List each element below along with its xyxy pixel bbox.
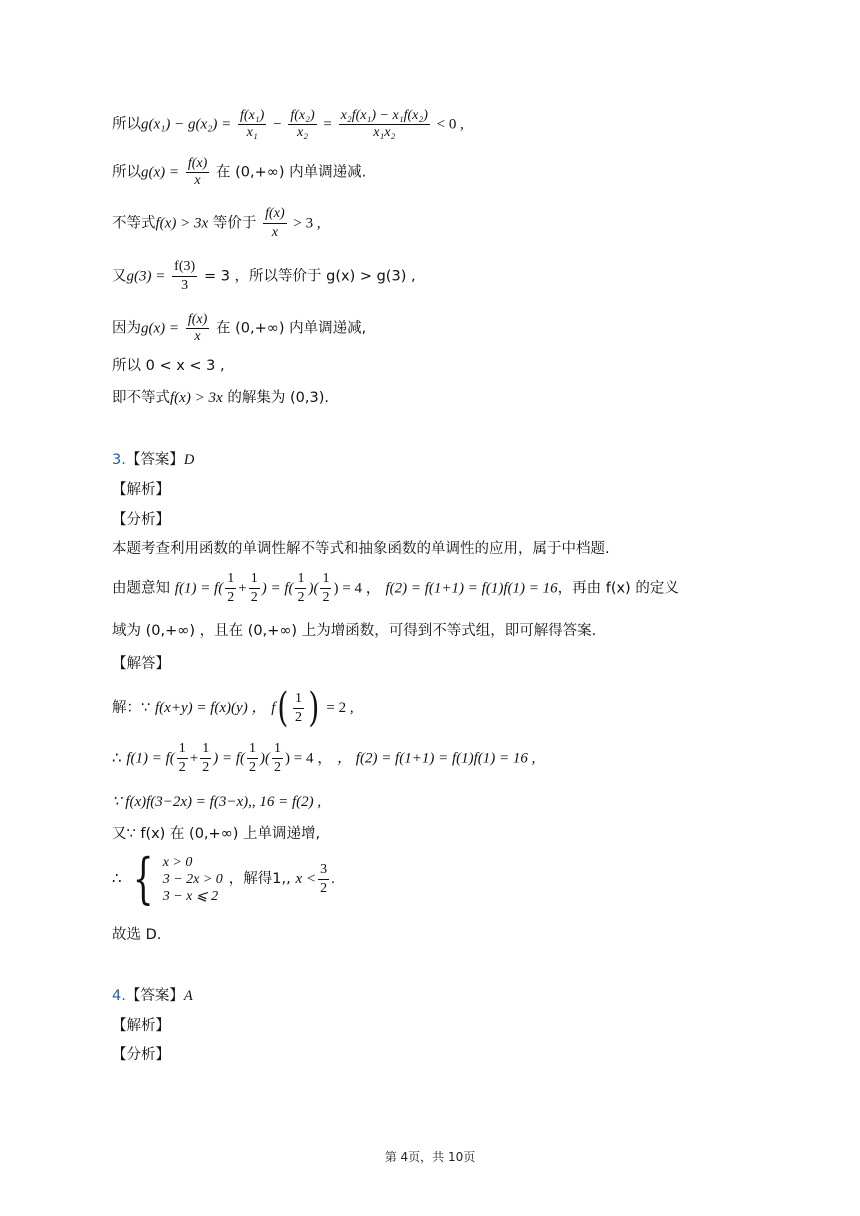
q3-solution-line4: 又∵ f(x) 在 (0,+∞) 上单调递增,: [112, 826, 321, 842]
q3-final-choice: 故选 D.: [112, 927, 162, 943]
q4-jiexi-label: 【解析】: [112, 1018, 170, 1034]
line-inequality-equivalent: 不等式f(x) > 3x 等价于 $\frac{f(x)}{x}$ > 3 ,: [112, 206, 321, 240]
fraction: $\frac{\text{f(x₁)}}{\text{x₁}}$: [240, 108, 265, 140]
q3-solution-line1: 解：∵ f(x+y) = f(x)(y) ， f( $\frac{1}{2}$ ) = 2 ,: [112, 685, 354, 731]
q3-intro: 本题考查利用函数的单调性解不等式和抽象函数的单调性的应用，属于中档题.: [112, 541, 610, 557]
fraction: $\frac{1}{2}$: [202, 741, 210, 775]
fraction: $\frac{1}{2}$: [250, 571, 258, 605]
q4-answer-heading: 4.【答案】A: [112, 988, 193, 1004]
q3-analysis-line2: 域为 (0,+∞) ，且在 (0,+∞) 上为增函数，可得到不等式组，即可解得答案.: [112, 623, 597, 639]
inequality-system: x > 0 3 − 2x > 0 3 − x ⩽ 2: [162, 854, 223, 904]
fraction: $\frac{1}{2}$: [322, 571, 330, 605]
fraction: $\frac{1}{2}$: [274, 741, 282, 775]
right-paren: ): [308, 685, 320, 731]
q3-analysis-line1: 由题意知 f(1) = f( $\frac{1}{2}$ + $\frac{1}{2}$ ) = f( $\frac{1}{2}$ )( $\frac{1}{2}$ ) = 4 ， f(2) = f(1+1) = f(1)f(1) = 16，再由 f(x) 的定义: [112, 571, 679, 605]
fraction: $\frac{f(3)}{3}$: [174, 259, 196, 293]
fraction: $\frac{f(x)}{x}$: [265, 206, 285, 240]
fraction: $\frac{f(x)}{x}$: [187, 156, 208, 188]
page-footer: 第 4页，共 10页: [384, 1150, 476, 1164]
line-solution-set: 即不等式f(x) > 3x 的解集为 (0,3).: [112, 390, 329, 406]
line-g-difference: 所以g(x₁) − g(x₂) = $\frac{\text{f(x₁)}}{\text{x₁}}$ − $\frac{\text{f(x₂)}}{\text{x₂}}$ = $\frac{\text{x₂f(x₁) − x₁f(x₂)}}{\text{x₁x₂}}$ < 0 ,: [112, 108, 464, 140]
fraction: $\frac{\text{x₂f(x₁) − x₁f(x₂)}}{\text{x₁x₂}}$: [340, 108, 428, 140]
q3-solution-line3: ∵ f(x)f(3−2x) = f(3−x),, 16 = f(2) ,: [112, 794, 322, 810]
fraction: $\frac{1}{2}$: [295, 690, 303, 725]
fraction: $\frac{f(x)}{x}$: [187, 312, 208, 344]
fraction: $\frac{1}{2}$: [297, 571, 305, 605]
fraction: $\frac{1}{2}$: [227, 571, 235, 605]
left-brace: {: [133, 847, 154, 910]
q3-jiexi-label: 【解析】: [112, 482, 170, 498]
q3-solution-line2: ∴ f(1) = f( $\frac{1}{2}$ + $\frac{1}{2}$ ) = f( $\frac{1}{2}$ )( $\frac{1}{2}$ ) = 4 ， ， f(2) = f(1+1) = f(1)f(1) = 16 ,: [112, 741, 536, 775]
left-paren: (: [277, 685, 289, 731]
line-g-decreasing: 所以g(x) = $\frac{f(x)}{x}$ 在 (0,+∞) 内单调递减.: [112, 156, 367, 188]
fraction: $\frac{3}{2}$: [320, 861, 328, 896]
q3-solution-system: ∴ { x > 0 3 − 2x > 0 3 − x ⩽ 2 ，解得1,, x < $\frac{3}{2}$ .: [112, 847, 335, 910]
fraction: $\frac{1}{2}$: [178, 741, 186, 775]
line-because-decreasing: 因为g(x) = $\frac{f(x)}{x}$ 在 (0,+∞) 内单调递减,: [112, 312, 367, 344]
q3-jieda-label: 【解答】: [112, 656, 170, 672]
fraction: $\frac{1}{2}$: [249, 741, 257, 775]
fraction: $\frac{\text{f(x₂)}}{\text{x₂}}$: [290, 108, 315, 140]
line-g3: 又g(3) = $\frac{f(3)}{3}$ = 3 ，所以等价于 g(x) > g(3) ,: [112, 259, 416, 293]
q3-fenxi-label: 【分析】: [112, 512, 170, 528]
q3-answer-heading: 3.【答案】D: [112, 452, 195, 468]
q4-fenxi-label: 【分析】: [112, 1047, 170, 1063]
line-range: 所以 0 < x < 3 ,: [112, 358, 225, 374]
